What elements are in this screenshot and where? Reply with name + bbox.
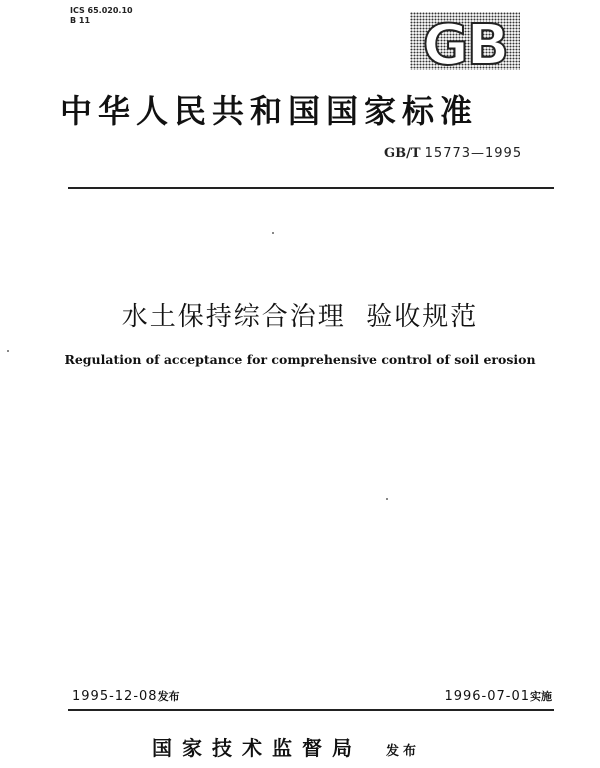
top-divider bbox=[68, 187, 554, 189]
class-code: B 11 bbox=[70, 16, 91, 25]
issue-date-value: 1995-12-08 bbox=[72, 689, 158, 704]
agency-title: 中华人民共和国国家标准 bbox=[60, 92, 479, 130]
issuing-authority bbox=[152, 732, 420, 761]
issuer-name: 国家技术监督局 bbox=[152, 736, 362, 760]
bottom-divider bbox=[68, 709, 554, 711]
ics-code: ICS 65.020.10 bbox=[70, 6, 133, 15]
issuer-action: 发布 bbox=[386, 744, 421, 759]
gb-logo bbox=[410, 12, 520, 70]
implementation-date-value: 1996-07-01 bbox=[444, 689, 530, 704]
gb-logo-letters: GB bbox=[422, 13, 508, 70]
scan-speck bbox=[386, 498, 388, 500]
standard-title-chinese: 水土保持综合治理 验收规范 bbox=[121, 302, 479, 332]
standard-number bbox=[384, 146, 522, 161]
implementation-date-label: 实施 bbox=[530, 690, 552, 703]
issue-date bbox=[72, 688, 180, 704]
standard-title-english: Regulation of acceptance for comprehensive control of soil erosion bbox=[64, 352, 536, 367]
classification-codes bbox=[70, 6, 133, 26]
scan-speck bbox=[7, 350, 9, 352]
implementation-date bbox=[444, 688, 552, 704]
issue-date-label: 发布 bbox=[157, 690, 180, 703]
scan-speck bbox=[272, 232, 274, 234]
standard-code: 15773—1995 bbox=[424, 146, 523, 161]
standard-prefix: GB/T bbox=[384, 146, 421, 161]
